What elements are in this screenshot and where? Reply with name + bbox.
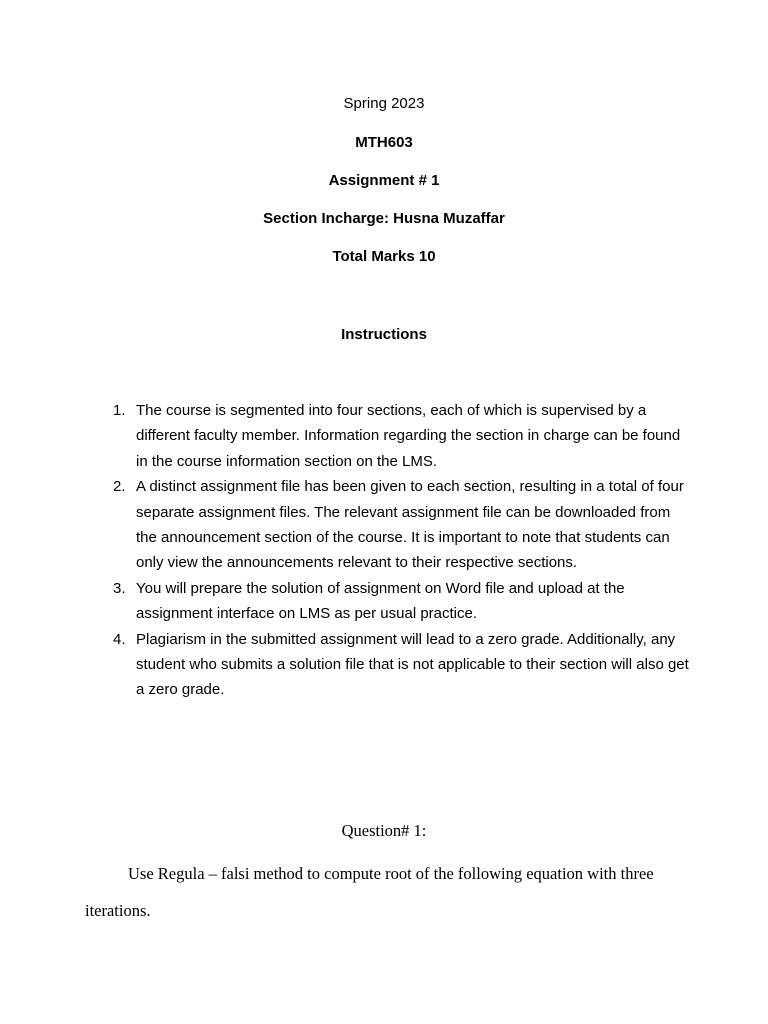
question-heading: Question# 1: (341, 821, 427, 840)
instruction-item-1 (105, 398, 695, 474)
instruction-number: 3. (113, 579, 126, 597)
question-text: Use Regula – falsi method to compute root of the following equation with three iterations. (85, 864, 654, 920)
instruction-item-3 (105, 576, 695, 627)
total-marks-line: Total Marks 10 (332, 248, 436, 265)
instruction-number: 4. (113, 630, 126, 648)
instruction-text: The course is segmented into four sections, each of which is supervised by a different faculty member. Information regarding the section in charge can be found in the course information section on the LMS. (136, 402, 681, 470)
section-incharge-line: Section Incharge: Husna Muzaffar (263, 210, 505, 227)
course-code-line: MTH603 (355, 134, 413, 151)
instructions-list (105, 398, 695, 703)
instruction-number: 1. (113, 402, 126, 419)
instruction-item-2 (105, 474, 695, 576)
semester-line: Spring 2023 (343, 95, 425, 112)
instruction-item-4 (105, 627, 695, 703)
instruction-text: Plagiarism in the submitted assignment will lead to a zero grade. Additionally, any student who submits a solution file that is not applicable to their section will also get a zero grade. (136, 630, 689, 699)
instructions-heading: Instructions (341, 326, 427, 343)
instruction-text: A distinct assignment file has been given to each section, resulting in a total of four separate assignment files. The relevant assignment file can be downloaded from the announcement section of the course. It is important to note that students can only view the announcements relevant to their respective sections. (136, 478, 684, 572)
instruction-number: 2. (113, 478, 126, 496)
instruction-text: You will prepare the solution of assignment on Word file and upload at the assignment interface on LMS as per usual practice. (136, 579, 625, 623)
assignment-title-line: Assignment # 1 (328, 172, 440, 189)
